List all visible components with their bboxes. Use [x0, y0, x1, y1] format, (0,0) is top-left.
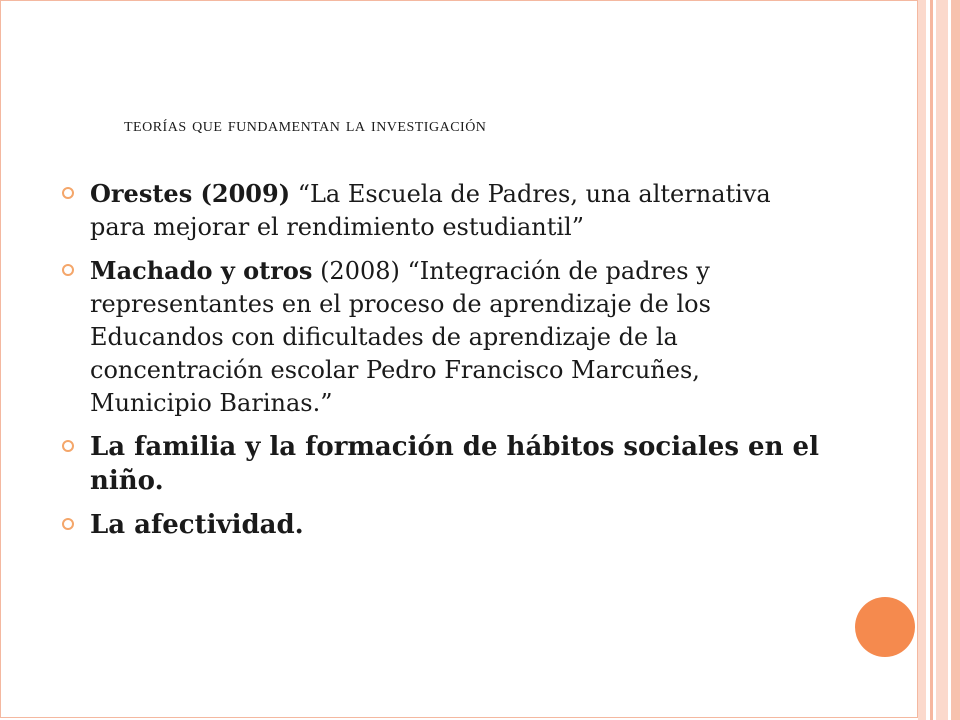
list-item: [62, 254, 822, 420]
bullet-bold: La afectividad.: [90, 510, 304, 540]
bullet-list: [62, 177, 822, 552]
list-item: [62, 508, 822, 542]
bullet-text: (2008) “Integración de padres y representantes en el proceso de aprendizaje de los Educandos con dificultades de aprendizaje de la concentración escolar Pedro Francisco Marcuñes, Municipio Barinas.”: [90, 257, 711, 417]
list-item: [62, 430, 822, 498]
stripe: [951, 0, 960, 720]
bullet-text: “La Escuela de Padres, una alternativa para mejorar el rendimiento estudiantil”: [90, 180, 771, 241]
bullet-icon: [62, 264, 74, 276]
bullet-bold: La familia y la formación de hábitos sociales en el niño.: [90, 432, 819, 496]
bullet-icon: [62, 187, 74, 199]
stripe: [936, 0, 948, 720]
decorative-stripes: [914, 0, 960, 720]
stripe: [918, 0, 926, 720]
bullet-bold: Machado y otros: [90, 256, 313, 285]
stripe: [930, 0, 933, 720]
list-item: [62, 177, 822, 244]
decorative-circle: [855, 597, 915, 657]
bullet-icon: [62, 518, 74, 530]
bullet-icon: [62, 440, 74, 452]
bullet-bold: Orestes (2009): [90, 179, 291, 208]
slide-title: teorías que fundamentan la investigación: [124, 114, 487, 136]
